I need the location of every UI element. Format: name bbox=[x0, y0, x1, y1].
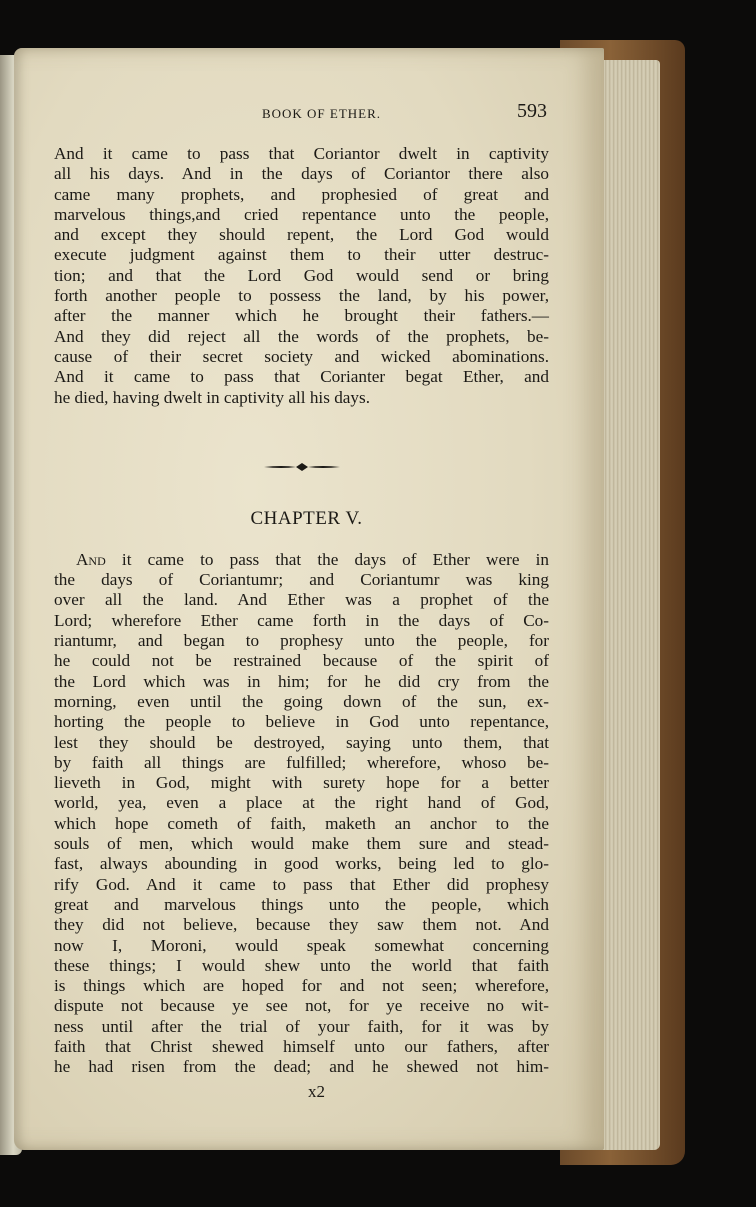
paragraph-1-line: tion; and that the Lord God would send or bring bbox=[54, 265, 549, 285]
drop-word: And bbox=[76, 549, 106, 569]
paragraph-1-line: execute judgment against them to their utter destruc- bbox=[54, 245, 549, 265]
paragraph-1-line: came many prophets, and prophesied of great and bbox=[54, 184, 549, 204]
paragraph-1-line: And it came to pass that Coriantor dwelt in captivity bbox=[54, 144, 549, 163]
chapter-heading: CHAPTER V. bbox=[250, 507, 363, 529]
paragraph-2-line: souls of men, which would make them sure and stead- bbox=[54, 834, 549, 854]
paragraph-2-line: is things which are hoped for and not seen; wherefore, bbox=[54, 976, 549, 996]
paragraph-2-line: ness until after the trial of your faith, for it was by bbox=[54, 1016, 549, 1036]
paragraph-2-line: by faith all things are fulfilled; wherefore, whoso be- bbox=[54, 752, 549, 772]
paragraph-2-line-1 bbox=[54, 550, 549, 570]
paragraph-2-line: Lord; wherefore Ether came forth in the days of Co- bbox=[54, 610, 549, 630]
paragraph-1-line: forth another people to possess the land, by his power, bbox=[54, 286, 549, 306]
paragraph-2-line: he could not be restrained because of the spirit of bbox=[54, 651, 549, 671]
book-page bbox=[14, 48, 604, 1150]
paragraph-2-line: world, yea, even a place at the right hand of God, bbox=[54, 793, 549, 813]
paragraph-1-line: all his days. And in the days of Coriantor there also bbox=[54, 164, 549, 184]
page-number: 593 bbox=[517, 100, 547, 122]
paragraph-2-line: lieveth in God, might with surety hope for a better bbox=[54, 773, 549, 793]
first-line-text: it came to pass that the days of Ether were in bbox=[105, 549, 549, 569]
paragraph-2-line: the Lord which was in him; for he did cry from the bbox=[54, 671, 549, 691]
ornament-rule-icon bbox=[262, 460, 342, 474]
paragraph-2-line: over all the land. And Ether was a prophet of the bbox=[54, 590, 549, 610]
paragraph-2-line: lest they should be destroyed, saying unto them, that bbox=[54, 732, 549, 752]
paragraph-2 bbox=[54, 550, 549, 1078]
paragraph-2-line: they did not believe, because they saw them not. And bbox=[54, 915, 549, 935]
paragraph-2-line: which hope cometh of faith, maketh an anchor to the bbox=[54, 813, 549, 833]
paragraph-2-line: rify God. And it came to pass that Ether did prophesy bbox=[54, 874, 549, 894]
paragraph-2-line: horting the people to believe in God unto repentance, bbox=[54, 712, 549, 732]
paragraph-1-line: he died, having dwelt in captivity all his days. bbox=[54, 387, 370, 407]
paragraph-2-line: dispute not because ye see not, for ye receive no wit- bbox=[54, 996, 549, 1016]
paragraph-1 bbox=[54, 144, 549, 408]
paragraph-2-line: now I, Moroni, would speak somewhat concerning bbox=[54, 935, 549, 955]
paragraph-2-line: the days of Coriantumr; and Coriantumr was king bbox=[54, 570, 549, 590]
paragraph-2-line: morning, even until the going down of the sun, ex- bbox=[54, 691, 549, 711]
paragraph-1-line: and except they should repent, the Lord God would bbox=[54, 225, 549, 245]
paragraph-2-line: fast, always abounding in good works, being led to glo- bbox=[54, 854, 549, 874]
running-title: BOOK OF ETHER. bbox=[261, 106, 382, 121]
signature-mark: x2 bbox=[308, 1081, 325, 1101]
paragraph-1-line: cause of their secret society and wicked abominations. bbox=[54, 346, 549, 366]
paragraph-1-line: And it came to pass that Corianter begat Ether, and bbox=[54, 367, 549, 387]
paragraph-1-line: after the manner which he brought their fathers.— bbox=[54, 306, 549, 326]
paragraph-2-line: riantumr, and began to prophesy unto the people, for bbox=[54, 631, 549, 651]
page-content bbox=[54, 100, 549, 1102]
paragraph-2-line: these things; I would shew unto the world that faith bbox=[54, 955, 549, 975]
running-head bbox=[54, 100, 549, 127]
paragraph-2-line: great and marvelous things unto the people, which bbox=[54, 894, 549, 914]
paragraph-1-line: And they did reject all the words of the prophets, be- bbox=[54, 326, 549, 346]
paragraph-2-line: faith that Christ shewed himself unto our fathers, after bbox=[54, 1036, 549, 1056]
paragraph-2-line: he had risen from the dead; and he shewed not him- bbox=[54, 1057, 549, 1077]
paragraph-1-line: marvelous things,and cried repentance unto the people, bbox=[54, 204, 549, 224]
